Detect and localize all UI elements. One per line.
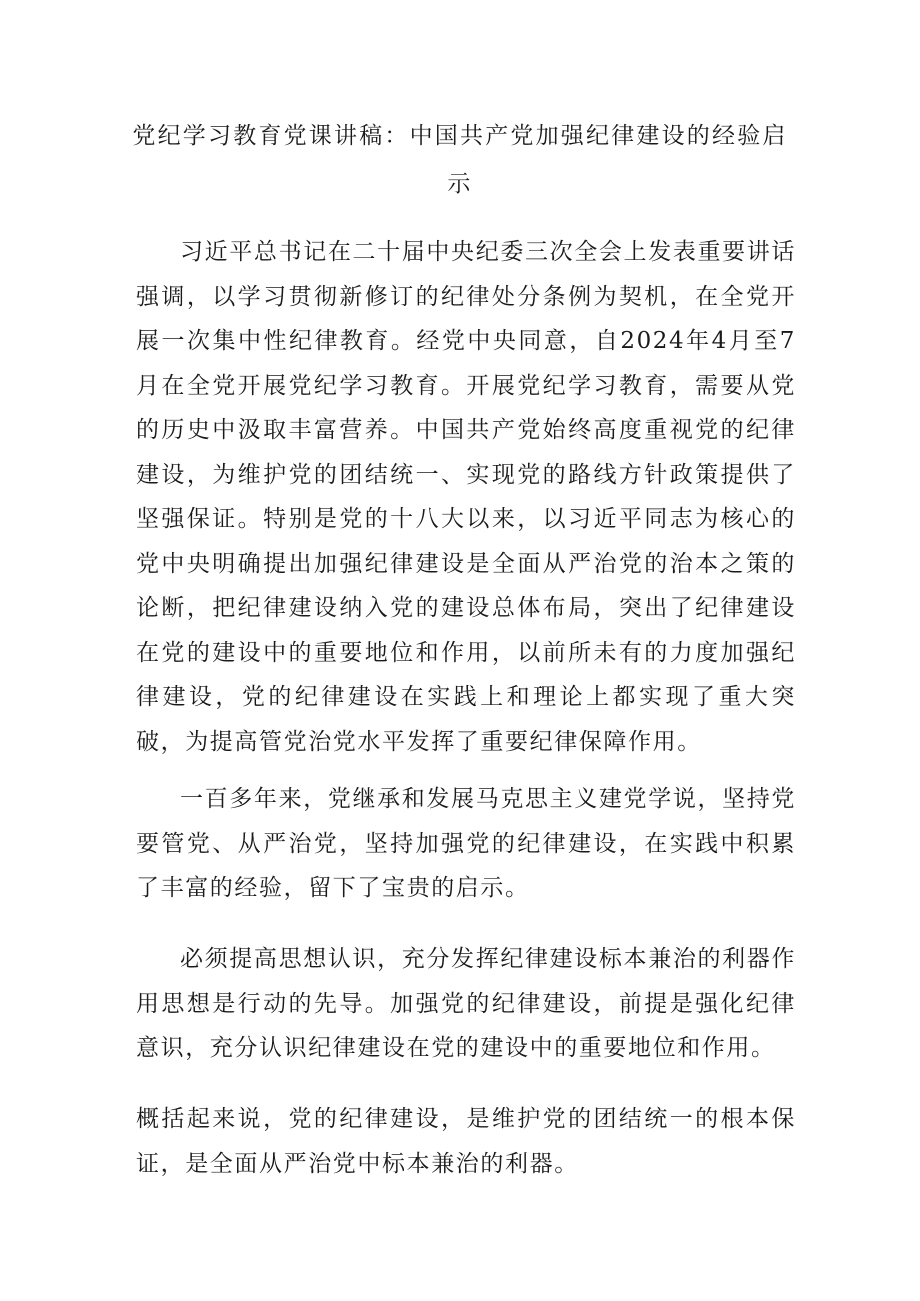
paragraph-thinking: 必须提高思想认识，充分发挥纪律建设标本兼治的利器作用思想是行动的先导。加强党的纪律建设，前提是强化纪律意识，充分认识纪律建设在党的建设中的重要地位和作用。 bbox=[136, 946, 796, 1061]
document-title: 党纪学习教育党课讲稿：中国共产党加强纪律建设的经验启示 bbox=[132, 123, 788, 197]
paragraph-summary: 概括起来说，党的纪律建设，是维护党的团结统一的根本保证，是全面从严治党中标本兼治的利器。 bbox=[136, 1106, 796, 1177]
paragraph-intro: 习近平总书记在二十届中央纪委三次全会上发表重要讲话强调，以学习贯彻新修订的纪律处分条例为契机，在全党开展一次集中性纪律教育。经党中央同意，自2024年4月至7月在全党开展党纪学习教育。开展党纪学习教育，需要从党的历史中汲取丰富营养。中国共产党始终高度重视党的纪律建设，为维护党的团结统一、实现党的路线方针政策提供了坚强保证。特别是党的十八大以来，以习近平同志为核心的党中央明确提出加强纪律建设是全面从严治党的治本之策的论断，把纪律建设纳入党的建设总体布局，突出了纪律建设在党的建设中的重要地位和作用，以前所未有的力度加强纪律建设，党的纪律建设在实践上和理论上都实现了重大突破，为提高管党治党水平发挥了重要纪律保障作用。 bbox=[136, 239, 796, 755]
paragraph-history: 一百多年来，党继承和发展马克思主义建党学说，坚持党要管党、从严治党，坚持加强党的纪律建设，在实践中积累了丰富的经验，留下了宝贵的启示。 bbox=[136, 786, 796, 901]
